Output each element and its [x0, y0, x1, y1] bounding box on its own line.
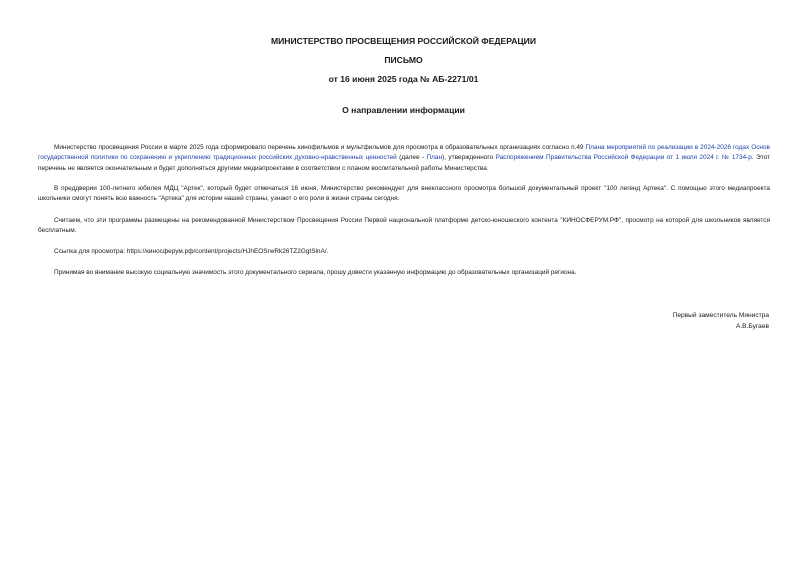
document-type: ПИСЬМО [384, 55, 423, 65]
paragraph-5: Принимая во внимание высокую социальную значимость этого документального сериала, прошу довести указанную информацию до образовательных организаций региона. [54, 269, 577, 276]
paragraph-1-text-2: (далее - [396, 154, 427, 162]
paragraph-1 [38, 143, 770, 174]
paragraph-2: В преддверии 100-летнего юбилея МДЦ "Артек", который будет отмечаться 16 июня, Министерство рекомендует для внеклассного просмотра большой документальный проект "100 легенд Артека". С помощью этого медиапроекта школьники смогут понять всю важность "Артека" для истории нашей страны, узнают о его роли в жизни страны сегодня. [38, 185, 770, 203]
paragraph-4-view-link: Ссылка для просмотра: https://киносферум.рф/content/projects/HJhEOSrwRk26TZ2GgtSlnA/. [54, 248, 329, 255]
document-date-number: от 16 июня 2025 года № АБ-2271/01 [328, 74, 479, 84]
signatory-name: А.В.Бугаев [735, 323, 769, 330]
paragraph-1-text-4: . Этот перечень не является окончательным и будет дополняться другими медиапроектами в соответствии с планом воспитательной работы Министерства. [38, 154, 770, 172]
plan-link[interactable]: Плана мероприятий по реализации в 2024-2026 годах Основ государственной политики по сохранению и укреплению традиционных российских духовно-нравственных ценностей [38, 144, 770, 162]
paragraph-3: Считаем, что эти программы размещены на рекомендованной Министерством Просвещения России Первой национальной платформе детско-юношеского контента "КИНОСФЕРУМ.РФ", просмотр на которой для школьников является бесплатным. [38, 217, 770, 235]
paragraph-1-text-3: ), утвержденного [442, 154, 496, 162]
ministry-name: МИНИСТЕРСТВО ПРОСВЕЩЕНИЯ РОССИЙСКОЙ ФЕДЕРАЦИИ [270, 36, 537, 46]
plan-short-link[interactable]: План [426, 154, 443, 162]
government-order-link[interactable]: Распоряжением Правительства Российской Федерации от 1 июля 2024 г. № 1734-р [495, 154, 752, 162]
signatory-position: Первый заместитель Министра [672, 312, 769, 319]
document-subject: О направлении информации [342, 105, 465, 115]
paragraph-1-text-1: Министерство просвещения России в марте 2025 года сформировало перечень кинофильмов и мультфильмов для просмотра в образовательных организациях согласно п.49 [54, 144, 586, 151]
